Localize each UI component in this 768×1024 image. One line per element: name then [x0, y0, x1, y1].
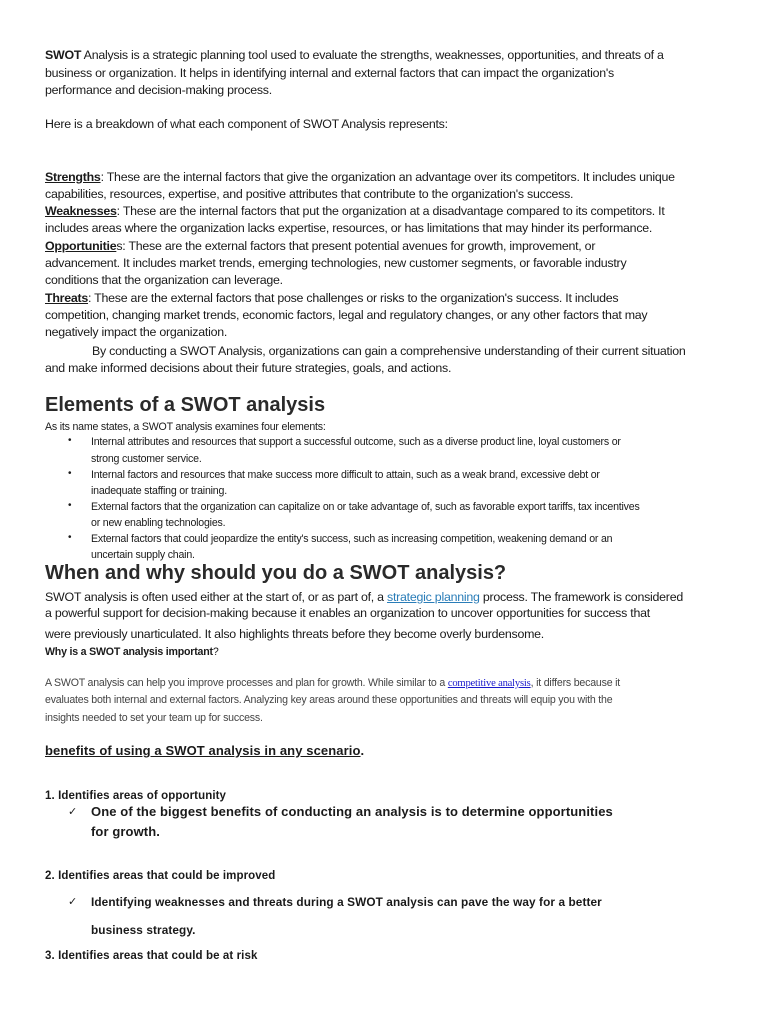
list-item: Internal factors and resources that make success more difficult to attain, such as a weak brand, excessive debt or: [91, 469, 600, 481]
weaknesses-line-1: [45, 203, 665, 219]
bullet-icon: •: [68, 500, 72, 511]
strengths-line-2: capabilities, resources, expertise, and positive attributes that contribute to the organization's success.: [45, 187, 574, 201]
strategic-planning-link[interactable]: strategic planning: [387, 590, 480, 604]
importance-line-2: evaluates both internal and external factors. Analyzing key areas around these opportunities and threats will equip you with the: [45, 694, 613, 706]
benefit-text-cont: for growth.: [91, 824, 160, 839]
benefit-text: One of the biggest benefits of conducting an analysis is to determine opportunities: [91, 804, 613, 819]
breakdown-text: Here is a breakdown of what each component of SWOT Analysis represents:: [45, 117, 448, 131]
weaknesses-line-2: includes areas where the organization lacks expertise, resources, or has limitations that may hinder its performance.: [45, 221, 653, 235]
benefit-title-1: 1. Identifies areas of opportunity: [45, 790, 227, 802]
importance-text: , it differs because it: [530, 677, 621, 689]
threats-term: Threats: [45, 291, 89, 305]
threats-line-2: competition, changing market trends, economic factors, legal and regulatory changes, or any other factors that may: [45, 308, 648, 322]
when-text: SWOT analysis is often used either at the start of, or as part of, a: [45, 590, 388, 604]
threats-text: : These are the external factors that pose challenges or risks to the organization's success. It includes: [88, 291, 619, 305]
importance-line-3: insights needed to set your team up for success.: [45, 712, 263, 724]
benefits-heading-text: benefits of using a SWOT analysis in any scenario: [45, 743, 361, 758]
benefit-text-cont: business strategy.: [91, 923, 196, 937]
when-line-3: were previously unarticulated. It also highlights threats before they become overly burdensome.: [45, 627, 545, 641]
threats-line-3: negatively impact the organization.: [45, 325, 228, 339]
conclusion-line-1: By conducting a SWOT Analysis, organizations can gain a comprehensive understanding of their current situation: [92, 344, 686, 358]
opportunities-line-3: conditions that the organization can leverage.: [45, 273, 283, 287]
when-text: process. The framework is considered: [479, 590, 683, 604]
why-bold: Why is a SWOT analysis important: [45, 646, 213, 658]
benefits-heading-end: .: [360, 743, 365, 758]
check-icon: ✓: [68, 896, 78, 908]
conclusion-line-2: and make informed decisions about their future strategies, goals, and actions.: [45, 361, 452, 375]
why-q: ?: [212, 646, 219, 658]
intro-line-2: business or organization. It helps in identifying internal and external factors that can impact the organization's: [45, 66, 614, 80]
opportunities-line-2: advancement. It includes market trends, emerging technologies, new customer segments, or favorable industry: [45, 256, 627, 270]
threats-line-1: [45, 290, 618, 306]
importance-line-1: [45, 676, 620, 691]
why-heading: [45, 645, 219, 659]
opportunities-term: Opportunitie: [45, 239, 117, 253]
benefit-title-2: 2. Identifies areas that could be improved: [45, 870, 276, 882]
bullet-icon: •: [68, 435, 72, 446]
list-item-cont: inadequate staffing or training.: [91, 485, 227, 497]
benefit-title-3: 3. Identifies areas that could be at risk: [45, 950, 258, 962]
list-item: Internal attributes and resources that support a successful outcome, such as a diverse product line, loyal customers or: [91, 436, 621, 448]
when-line-2: a powerful support for decision-making because it enables an organization to uncover opportunities for success that: [45, 606, 650, 620]
strengths-text: : These are the internal factors that give the organization an advantage over its competitors. It includes unique: [100, 170, 675, 184]
elements-intro: As its name states, a SWOT analysis examines four elements:: [45, 421, 326, 433]
elements-heading: Elements of a SWOT analysis: [45, 394, 326, 416]
list-item: External factors that could jeopardize the entity's success, such as increasing competition, weakening demand or an: [91, 533, 613, 545]
benefits-heading: [45, 743, 364, 759]
list-item: External factors that the organization can capitalize on or take advantage of, such as favorable export tariffs, tax incentives: [91, 501, 640, 513]
strengths-line-1: [45, 169, 675, 185]
list-item-cont: strong customer service.: [91, 453, 202, 465]
importance-text: A SWOT analysis can help you improve processes and plan for growth. While similar to a: [45, 677, 448, 689]
weaknesses-text: : These are the internal factors that put the organization at a disadvantage compared to its competitors. It: [116, 204, 665, 218]
check-icon: ✓: [68, 806, 78, 818]
intro-line-1: [45, 47, 664, 63]
intro-line-3: performance and decision-making process.: [45, 83, 272, 97]
benefit-text: Identifying weaknesses and threats during a SWOT analysis can pave the way for a better: [91, 895, 602, 909]
strengths-term: Strengths: [45, 170, 101, 184]
opportunities-line-1: [45, 238, 595, 254]
swot-lead: SWOT: [45, 48, 82, 62]
bullet-icon: •: [68, 468, 72, 479]
competitive-analysis-link[interactable]: competitive analysis: [447, 678, 531, 689]
opportunities-text: s: These are the external factors that present potential avenues for growth, improvement, or: [116, 239, 596, 253]
bullet-icon: •: [68, 532, 72, 543]
when-heading: When and why should you do a SWOT analysis?: [45, 562, 507, 584]
when-line-1: [45, 589, 683, 605]
list-item-cont: or new enabling technologies.: [91, 517, 226, 529]
intro-text: Analysis is a strategic planning tool used to evaluate the strengths, weaknesses, opportunities, and threats of a: [81, 48, 664, 62]
list-item-cont: uncertain supply chain.: [91, 549, 195, 561]
weaknesses-term: Weaknesses: [45, 204, 117, 218]
